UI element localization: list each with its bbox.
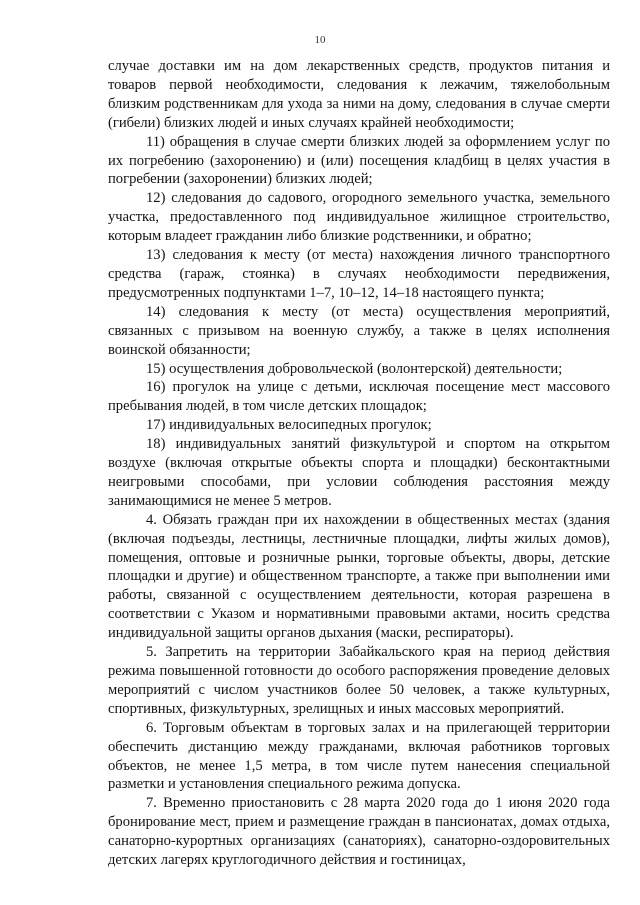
paragraph-section-5: 5. Запретить на территории Забайкальского края на период действия режима повышенной готовности до особого распоряжения проведение деловых мероприятий с числом участников более 50 человек, а также культурных, спортивных, физкультурных, зрелищных и иных массовых мероприятий.: [108, 644, 610, 717]
paragraph-section-7: 7. Временно приостановить с 28 марта 2020 года до 1 июня 2020 года бронирование мест, прием и размещение граждан в пансионатах, домах отдыха, санаторно-курортных организациях (санаториях), санаторно-оздоровительных детских лагерях круглогодичного действия и гостиницах,: [108, 795, 610, 869]
paragraph-item-18: 18) индивидуальных занятий физкультурой и спортом на открытом воздухе (включая открытые объекты спорта и площадки) бесконтактными неигровыми способами, при условии соблюдения расстояния между занимающимися не менее 5 метров.: [108, 436, 610, 509]
paragraph-section-4: 4. Обязать граждан при их нахождении в общественных местах (здания (включая подъезды, лестницы, лестничные площадки, лифты жилых домов), помещения, оптовые и розничные рынки, торговые объекты, дворы, детские площадки и другие) и общественном транспорте, а также при выполнении ими работы, связанной с осуществлением деятельности, которая разрешена в соответствии с Указом и нормативными правовыми актами, носить средства индивидуальной защиты органов дыхания (маски, респираторы).: [108, 511, 610, 642]
paragraph-item-13: 13) следования к месту (от места) нахождения личного транспортного средства (гараж, стоянка) в случаях необходимости передвижения, предусмотренных подпунктами 1–7, 10–12, 14–18 настоящего пункта;: [108, 247, 610, 301]
paragraph-item-15: 15) осуществления добровольческой (волонтерской) деятельности;: [146, 360, 563, 377]
paragraph-item-14: 14) следования к месту (от места) осуществления мероприятий, связанных с призывом на военную службу, а также в целях исполнения воинской обязанности;: [108, 303, 610, 358]
document-body: [108, 57, 610, 870]
page-number: 10: [314, 34, 326, 46]
paragraph-1-continuation: случае доставки им на дом лекарственных средств, продуктов питания и товаров первой необходимости, следования к лежачим, тяжелобольным близким родственникам для ухода за ними на дому, следования в случае смерти (гибели) близких людей и иных случаях крайней необходимости;: [108, 58, 610, 131]
paragraph-item-17: 17) индивидуальных велосипедных прогулок;: [146, 417, 432, 434]
paragraph-section-6: 6. Торговым объектам в торговых залах и на прилегающей территории обеспечить дистанцию между гражданами, включая работников торговых объектов, не менее 1,5 метра, в том числе путем нанесения специальной разметки и установления специального режима допуска.: [108, 719, 610, 793]
paragraph-item-12: 12) следования до садового, огородного земельного участка, земельного участка, предоставленного под индивидуальное жилищное строительство, которым владеет гражданин либо близкие родственники, и обратно;: [108, 190, 610, 245]
paragraph-item-16: 16) прогулок на улице с детьми, исключая посещение мест массового пребывания людей, в том числе детских площадок;: [108, 379, 610, 415]
paragraph-item-11: 11) обращения в случае смерти близких людей за оформлением услуг по их погребению (захоронению) и (или) посещения кладбищ в целях участия в погребении (захоронении) близких людей;: [108, 133, 610, 188]
